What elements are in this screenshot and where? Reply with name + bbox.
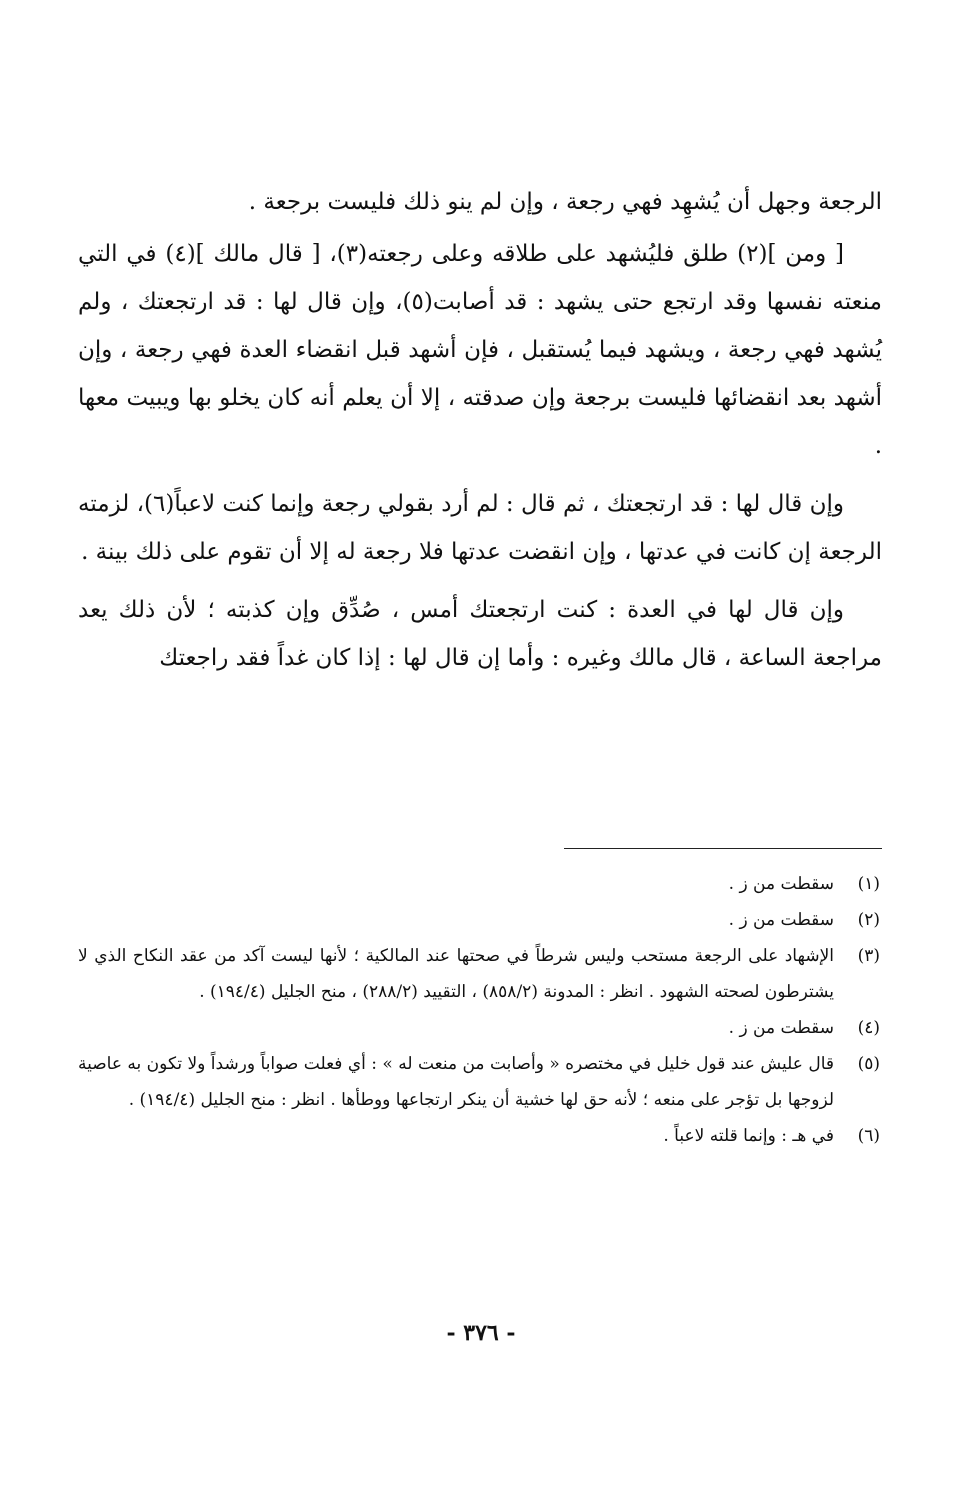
footnote-text: في هـ : وإنما قلته لاعباً . <box>663 1126 834 1146</box>
footnotes-section <box>78 866 880 1154</box>
main-text-body <box>78 178 882 692</box>
footnote-text: قال عليش عند قول خليل في مختصره « وأصابت من منعت له » : أي فعلت صواباً ورشداً ولا تكون به عاصية لزوجها بل تؤجر على منعه ؛ لأنه حق لها خشية أن ينكر ارتجاعها ووطأها . انظر : منح الجليل (١٩٤/٤) . <box>78 1054 834 1110</box>
footnote-number: (١) <box>857 874 880 894</box>
footnote-number: (٣) <box>857 946 880 966</box>
paragraph-2: [ ومن ](٢) طلق فليُشهد على طلاقه وعلى رجعته(٣)، [ قال مالك ](٤) في التي منعته نفسها وقد ارتجع حتى يشهد : قد أصابت(٥)، وإن قال لها : قد ارتجعتك ، ولم يُشهد فهي رجعة ، ويشهد فيما يُستقبل ، فإن أشهد قبل انقضاء العدة فهي رجعة ، وإن أشهد بعد انقضائها فليست برجعة وإن صدقته ، إلا أن يعلم أنه كان يخلو بها ويبيت معها . <box>78 241 882 459</box>
paragraph-3: وإن قال لها : قد ارتجعتك ، ثم قال : لم أرد بقولي رجعة وإنما كنت لاعباً(٦)، لزمته الرجعة إن كانت في عدتها ، وإن انقضت عدتها فلا رجعة له إلا أن تقوم على ذلك بينة . <box>78 491 882 565</box>
footnote-divider <box>564 848 882 849</box>
footnote-3 <box>78 938 880 1010</box>
footnote-number: (٥) <box>857 1054 880 1074</box>
page-number: - ٣٧٦ - <box>446 1320 516 1346</box>
footnote-4 <box>78 1010 880 1046</box>
paragraph-1: الرجعة وجهل أن يُشهِد فهي رجعة ، وإن لم ينو ذلك فليست برجعة . <box>248 189 882 215</box>
footnote-2 <box>78 902 880 938</box>
paragraph-4: وإن قال لها في العدة : كنت ارتجعتك أمس ، صُدِّق وإن كذبته ؛ لأن ذلك يعد مراجعة الساعة ، قال مالك وغيره : وأما إن قال لها : إذا كان غداً فقد راجعتك <box>78 597 882 671</box>
footnote-number: (٦) <box>857 1126 880 1146</box>
footnote-5 <box>78 1046 880 1118</box>
footnote-number: (٤) <box>857 1018 880 1038</box>
footnote-6 <box>78 1118 880 1154</box>
footnote-number: (٢) <box>857 910 880 930</box>
footnote-text: سقطت من ز . <box>728 910 834 930</box>
footnote-text: الإشهاد على الرجعة مستحب وليس شرطاً في صحتها عند المالكية ؛ لأنها ليست آكد من عقد النكاح الذي لا يشترطون لصحته الشهود . انظر : المدونة (٨٥٨/٢) ، التقييد (٢٨٨/٢) ، منح الجليل (١٩٤/٤) . <box>78 946 834 1002</box>
footnote-text: سقطت من ز . <box>728 1018 834 1038</box>
footnote-1 <box>78 866 880 902</box>
footnote-text: سقطت من ز . <box>728 874 834 894</box>
